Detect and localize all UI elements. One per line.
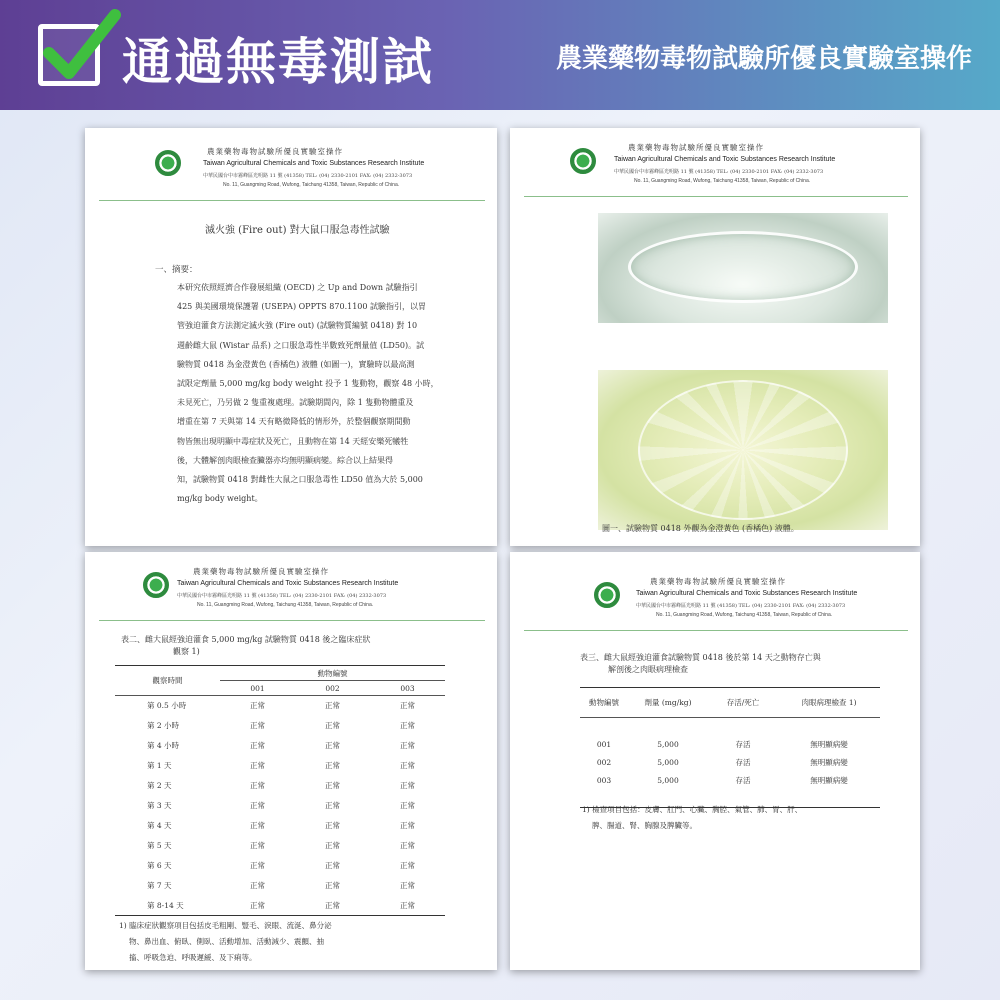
institute-logo-icon <box>155 150 181 176</box>
abstract-line: 本研究依照經濟合作發展組織 (OECD) 之 Up and Down 試驗指引 <box>177 283 418 292</box>
header-banner <box>0 0 1000 110</box>
column-header: 動物編號 <box>580 688 628 718</box>
table-row: 001 5,000 存活 無明顯病變 <box>596 740 848 749</box>
abstract-text <box>177 278 477 508</box>
letterhead <box>85 128 497 192</box>
table-row: 第 3 天 正常 正常 正常 <box>147 801 415 810</box>
footnote-line: 1) 檢查項目包括：皮膚、肛門、心臟、胸腔、氣管、肺、胃、肝、 <box>582 805 803 814</box>
footnote-line: 脾、腸道、腎、胸腺及脾臟等。 <box>592 821 697 830</box>
footnote-line: 物、鼻出血、俯臥、側臥、活動增加、活動減少、震顫、抽 <box>129 937 324 946</box>
letterhead-divider <box>524 630 908 631</box>
letterhead-en-address: No. 11, Guangming Road, Wufong, Taichung 41358, Taiwan, Republic of China. <box>656 612 833 618</box>
letterhead-zh-name: 農業藥物毒物試驗所優良實驗室操作 <box>207 147 343 156</box>
institute-logo-icon <box>594 582 620 608</box>
sample-photo-top <box>598 370 888 530</box>
abstract-line: 增重在第 7 天與第 14 天有略微降低的情形外，於整個觀察期間動 <box>177 417 411 427</box>
table-row: 003 5,000 存活 無明顯病變 <box>596 776 848 785</box>
banner-title: 通過無毒測試 <box>122 33 434 91</box>
sample-photo-side <box>598 213 888 323</box>
letterhead-divider <box>99 200 485 201</box>
letterhead-zh-address: 中華民國台中市霧峰區光明路 11 號 (41358) TEL: (04) 2330-2101 FAX: (04) 2332-3073 <box>636 603 846 609</box>
letterhead-zh-name: 農業藥物毒物試驗所優良實驗室操作 <box>193 567 329 576</box>
column-header: 002 <box>295 681 370 696</box>
abstract-line: 425 與美國環境保護署 (USEPA) OPPTS 870.1100 試驗指引，以胃 <box>177 302 427 312</box>
letterhead-en-name: Taiwan Agricultural Chemicals and Toxic Substances Research Institute <box>636 590 858 597</box>
abstract-line: 週齡雌大鼠 (Wistar 品系) 之口服急毒性半數致死劑量值 (LD50)。試 <box>177 340 425 350</box>
abstract-line: 知，試驗物質 0418 對雌性大鼠之口服急毒性 LD50 值為大於 5,000 <box>177 475 423 485</box>
table-title <box>121 634 370 658</box>
footnote-line: 1) 臨床症狀觀察項目包括皮毛粗剛、豎毛、淚眼、流涎、鼻分泌 <box>119 921 332 930</box>
pathology-table <box>580 687 880 808</box>
abstract-line: 管強迫灌食方法測定滅火強 (Fire out) (試驗物質編號 0418) 對 10 <box>177 321 418 331</box>
report-page-pathology-table <box>510 552 920 970</box>
page-title: 滅火強 (Fire out) 對大鼠口服急毒性試驗 <box>205 225 390 236</box>
column-header: 觀察時間 <box>115 666 220 696</box>
table-row: 第 1 天 正常 正常 正常 <box>147 761 415 770</box>
column-header: 存活/死亡 <box>708 688 778 718</box>
footnote-line: 搐、呼吸急迫、呼吸遲緩、及下痢等。 <box>129 953 257 962</box>
section-heading: 一、摘要： <box>155 265 198 275</box>
report-page-abstract <box>85 128 497 546</box>
table-title-line: 表二、雌大鼠經強迫灌食 5,000 mg/kg 試驗物質 0418 後之臨床症狀 <box>121 635 371 644</box>
table-row: 第 6 天 正常 正常 正常 <box>147 861 415 870</box>
letterhead-en-address: No. 11, Guangming Road, Wufong, Taichung 41358, Taiwan, Republic of China. <box>197 602 374 608</box>
table-row: 第 8-14 天 正常 正常 正常 <box>115 896 445 916</box>
abstract-line: 物皆無出現明顯中毒症狀及死亡，且動物在第 14 天經安樂死犧牲 <box>177 436 409 446</box>
table-row: 第 2 天 正常 正常 正常 <box>147 781 415 790</box>
letterhead-divider <box>99 620 485 621</box>
letterhead-zh-address: 中華民國台中市霧峰區光明路 11 號 (41358) TEL: (04) 2330-2101 FAX: (04) 2332-3073 <box>177 593 387 599</box>
letterhead-en-address: No. 11, Guangming Road, Wufong, Taichung 41358, Taiwan, Republic of China. <box>223 182 400 188</box>
column-header: 動物編號 <box>220 666 445 681</box>
letterhead-en-name: Taiwan Agricultural Chemicals and Toxic Substances Research Institute <box>614 156 836 163</box>
letterhead <box>510 128 920 192</box>
clinical-observation-table <box>115 665 445 916</box>
letterhead-en-name: Taiwan Agricultural Chemicals and Toxic Substances Research Institute <box>177 580 399 587</box>
report-page-photos <box>510 128 920 546</box>
abstract-line: 未見死亡，乃另做 2 隻重複處理。試驗期間內，除 1 隻動物體重及 <box>177 398 414 408</box>
column-header: 001 <box>220 681 295 696</box>
table-footnote <box>119 918 449 966</box>
table-row: 第 4 小時 正常 正常 正常 <box>147 741 415 750</box>
column-header: 劑量 (mg/kg) <box>628 688 708 718</box>
table-footnote <box>582 802 882 834</box>
table-row: 第 7 天 正常 正常 正常 <box>147 881 415 890</box>
letterhead-zh-address: 中華民國台中市霧峰區光明路 11 號 (41358) TEL: (04) 2330-2101 FAX: (04) 2332-3073 <box>614 169 824 175</box>
table-title-line: 表三、雌大鼠經強迫灌食試驗物質 0418 後於第 14 天之動物存亡與 <box>580 653 821 662</box>
abstract-line: 後，大體解剖肉眼檢查臟器亦均無明顯病變。綜合以上結果得 <box>177 455 393 465</box>
table-title-line: 解剖後之肉眼病理檢查 <box>608 665 688 674</box>
column-header: 003 <box>370 681 445 696</box>
letterhead-en-address: No. 11, Guangming Road, Wufong, Taichung 41358, Taiwan, Republic of China. <box>634 178 811 184</box>
figure-caption: 圖一、試驗物質 0418 外觀為金澄黃色 (香橘色) 液體。 <box>602 524 799 533</box>
table-row: 第 5 天 正常 正常 正常 <box>147 841 415 850</box>
institute-logo-icon <box>143 572 169 598</box>
checkbox-check-icon <box>38 24 100 86</box>
table-row: 第 0.5 小時 正常 正常 正常 <box>147 701 415 711</box>
letterhead-divider <box>524 196 908 197</box>
table-title-line: 觀察 1) <box>173 647 200 656</box>
report-page-clinical-table <box>85 552 497 970</box>
table-row: 002 5,000 存活 無明顯病變 <box>596 758 848 767</box>
letterhead <box>510 552 920 616</box>
column-header: 肉眼病理檢查 1) <box>778 688 880 718</box>
letterhead-zh-name: 農業藥物毒物試驗所優良實驗室操作 <box>628 143 764 152</box>
table-row: 第 2 小時 正常 正常 正常 <box>147 721 415 730</box>
abstract-line: mg/kg body weight。 <box>177 494 263 504</box>
table-row: 第 4 天 正常 正常 正常 <box>147 821 415 830</box>
letterhead-zh-address: 中華民國台中市霧峰區光明路 11 號 (41358) TEL: (04) 2330-2101 FAX: (04) 2332-3073 <box>203 173 413 179</box>
institute-logo-icon <box>570 148 596 174</box>
letterhead <box>85 552 497 616</box>
abstract-line: 驗物質 0418 為金澄黃色 (香橘色) 液體 (如圖一)，實驗時以最高測 <box>177 359 415 369</box>
banner-subtitle: 農業藥物毒物試驗所優良實驗室操作 <box>555 44 972 74</box>
letterhead-en-name: Taiwan Agricultural Chemicals and Toxic Substances Research Institute <box>203 160 425 167</box>
table-title <box>580 652 821 676</box>
letterhead-zh-name: 農業藥物毒物試驗所優良實驗室操作 <box>650 577 786 586</box>
abstract-line: 試限定劑量 5,000 mg/kg body weight 投予 1 隻動物，觀察 48 小時， <box>177 379 439 389</box>
